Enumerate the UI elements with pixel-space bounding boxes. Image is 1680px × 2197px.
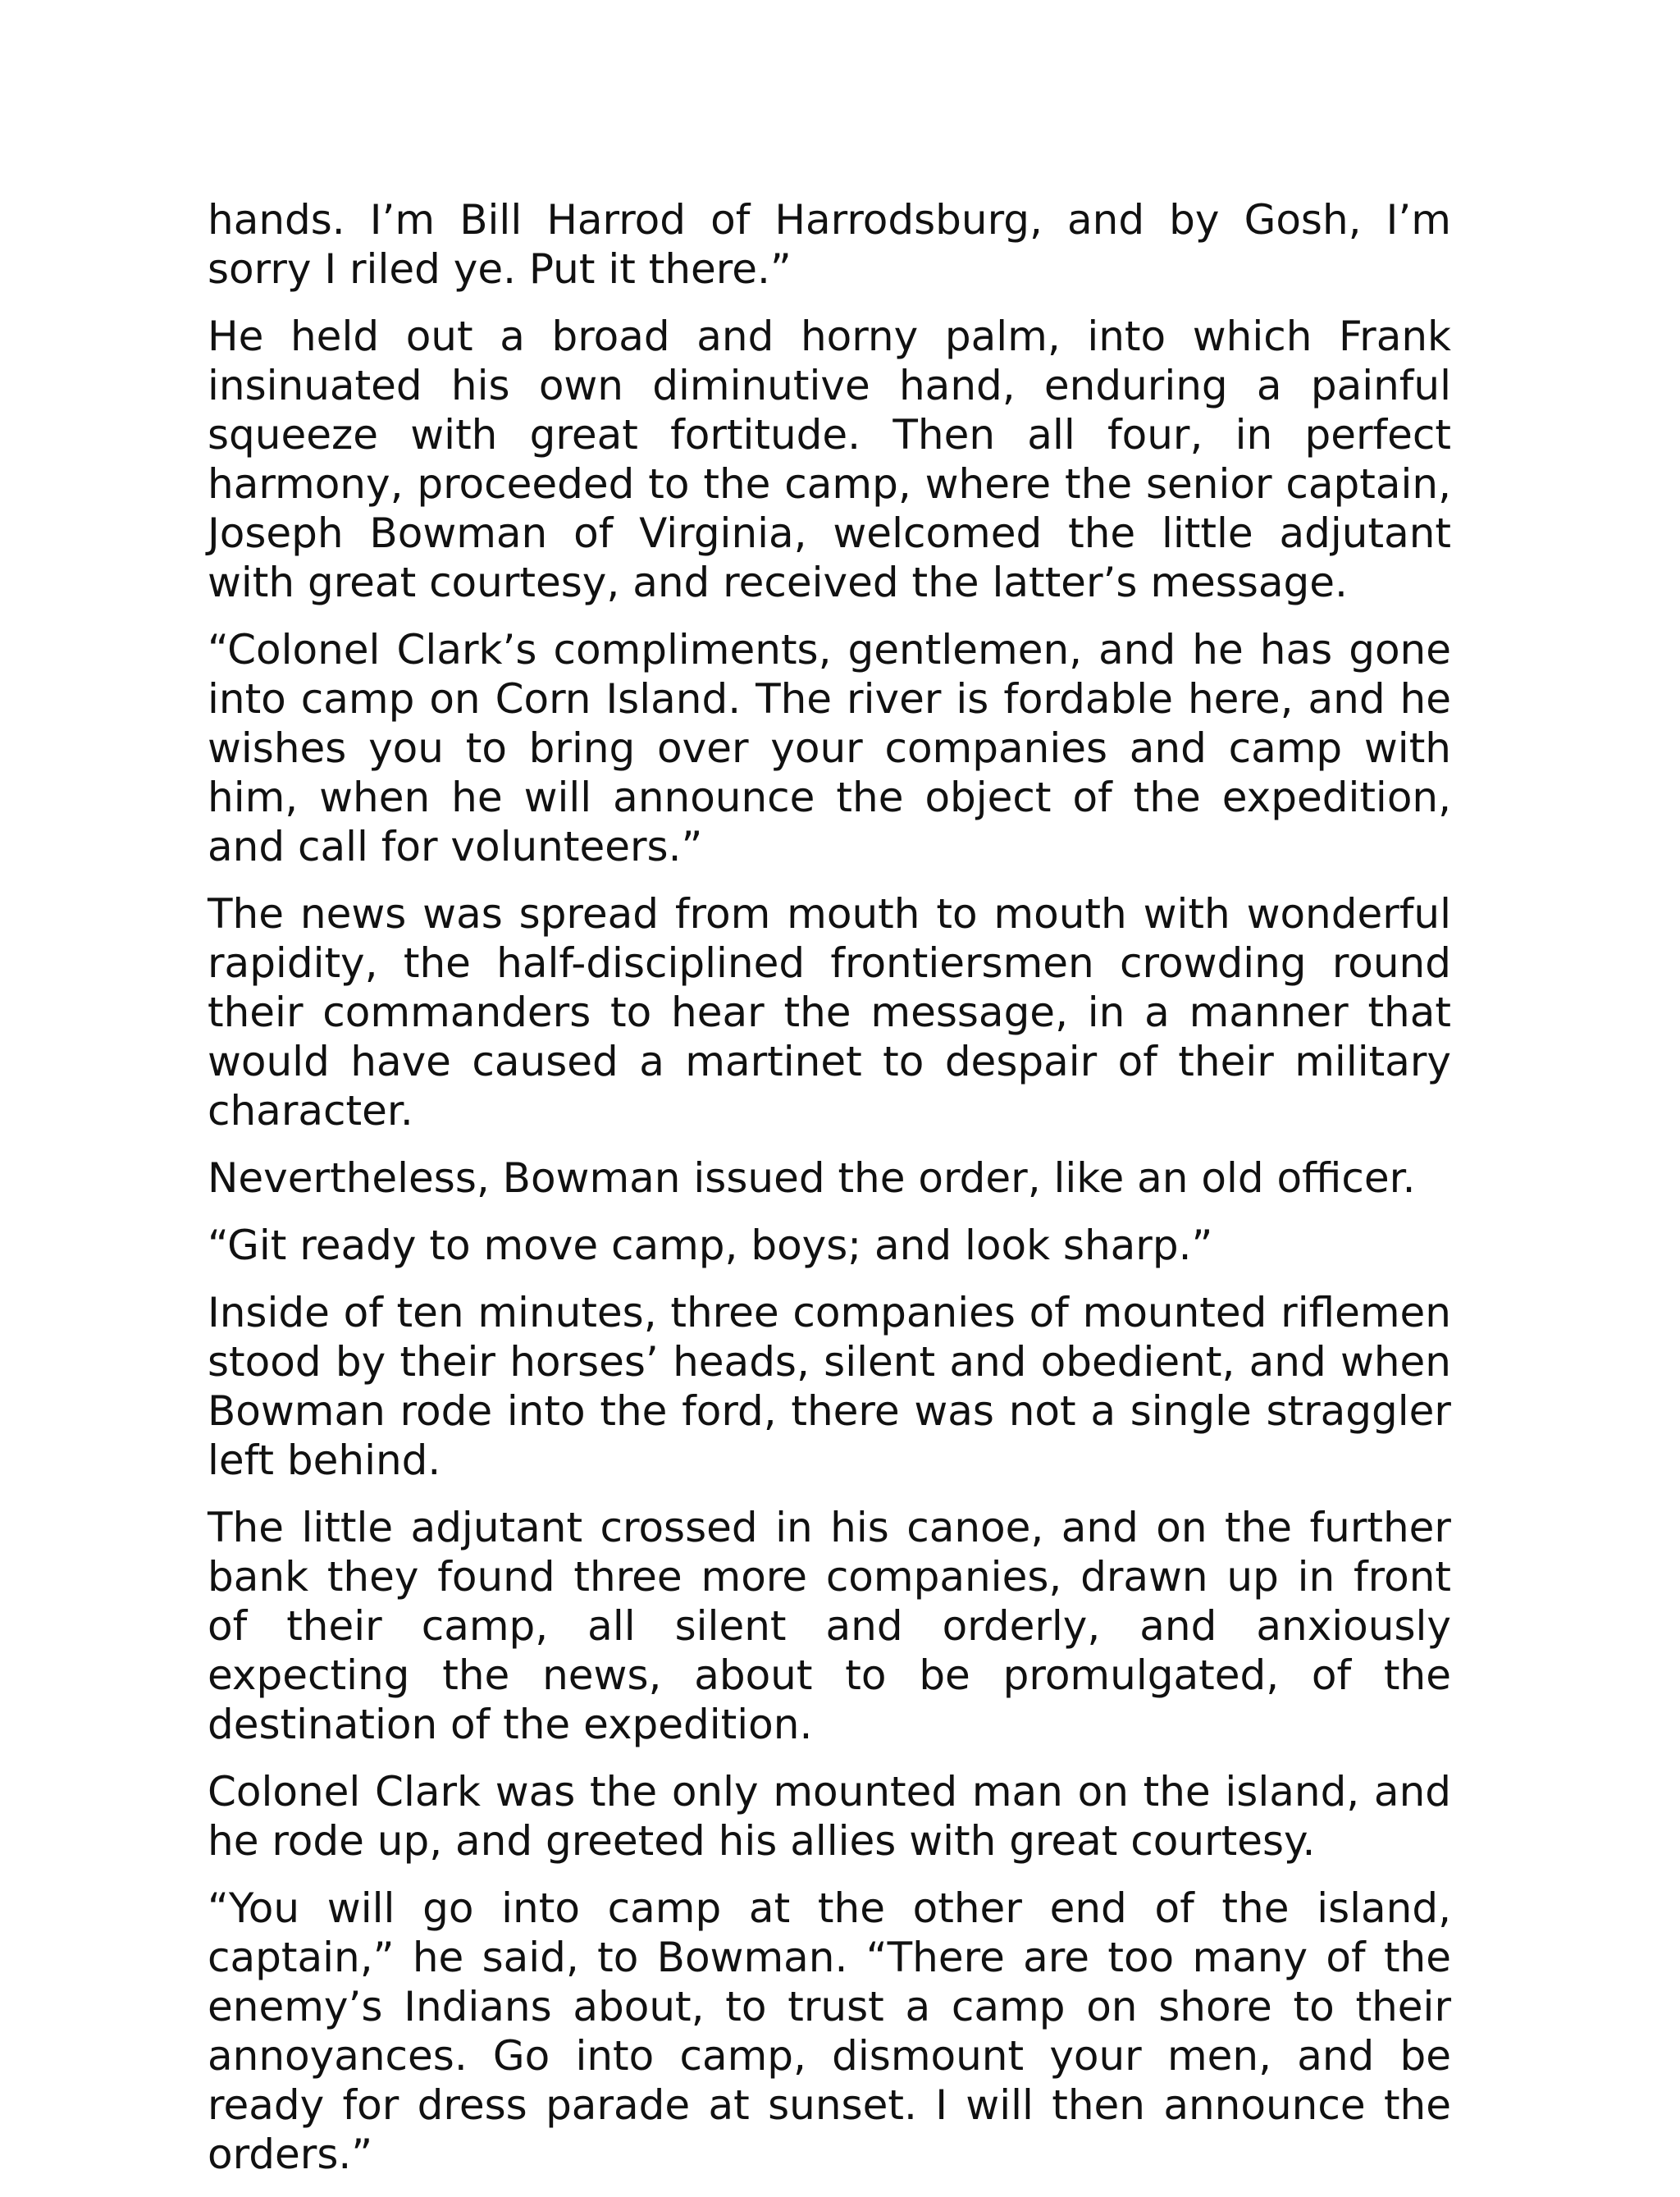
page-body — [208, 195, 1451, 2197]
paragraph: Colonel Clark was the only mounted man on the island, and he rode up, and greeted his allies with great courtesy. — [208, 1768, 1451, 1865]
paragraph: The news was spread from mouth to mouth with wonderful rapidity, the half-disciplined frontiersmen crowding round their commanders to hear the message, in a manner that would have caused a martinet to despair of their military character. — [208, 890, 1451, 1135]
paragraph: He held out a broad and horny palm, into which Frank insinuated his own diminutive hand, enduring a painful squeeze with great fortitude. Then all four, in perfect harmony, proceeded to the camp, where the senior captain, Joseph Bowman of Virginia, welcomed the little adjutant with great courtesy, and received the latter’s message. — [208, 313, 1451, 606]
paragraph: “You will go into camp at the other end of the island, captain,” he said, to Bowman. “There are too many of the enemy’s Indians about, to trust a camp on shore to their annoyances. Go into camp, dismount your men, and be ready for dress parade at sunset. I will then announce the orders.” — [208, 1884, 1451, 2178]
paragraph: The little adjutant crossed in his canoe, and on the further bank they found three more companies, drawn up in front of their camp, all silent and orderly, and anxiously expecting the news, about to be promulgated, of the destination of the expedition. — [208, 1504, 1451, 1748]
paragraph: hands. I’m Bill Harrod of Harrodsburg, and by Gosh, I’m sorry I riled ye. Put it there.” — [208, 196, 1451, 293]
paragraph: Inside of ten minutes, three companies of mounted riflemen stood by their horses’ heads, silent and obedient, and when Bowman rode into the ford, there was not a single straggler left behind. — [208, 1289, 1451, 1484]
paragraph: “Git ready to move camp, boys; and look sharp.” — [208, 1222, 1213, 1269]
paragraph: Nevertheless, Bowman issued the order, like an old officer. — [208, 1154, 1416, 1202]
paragraph: “Colonel Clark’s compliments, gentlemen, and he has gone into camp on Corn Island. The river is fordable here, and he wishes you to bring over your companies and camp with him, when he will announce the object of the expedition, and call for volunteers.” — [208, 626, 1451, 870]
